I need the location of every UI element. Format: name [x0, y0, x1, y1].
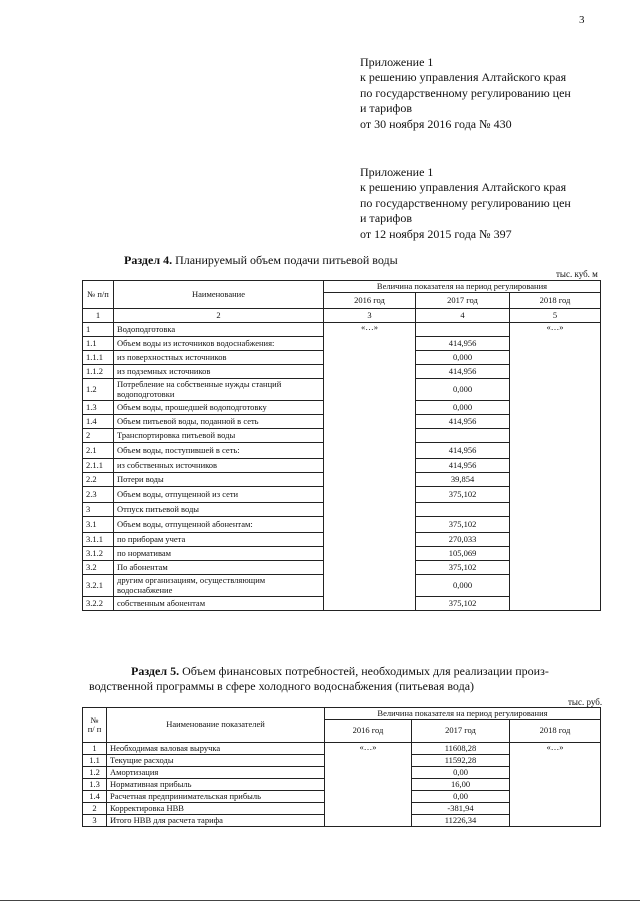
- row-number: 3.2.2: [83, 597, 114, 611]
- value-2018: «…»: [510, 743, 601, 827]
- row-name: Расчетная предпринимательская прибыль: [107, 791, 325, 803]
- row-number: 1.1.2: [83, 365, 114, 379]
- value-2017: 375,102: [416, 561, 510, 575]
- value-2017: 11226,34: [412, 815, 510, 827]
- row-name: Нормативная прибыль: [107, 779, 325, 791]
- appendix-line: Приложение 1: [360, 55, 434, 69]
- header-name: Наименование: [114, 281, 324, 309]
- row-name: из поверхностных источников: [114, 351, 324, 365]
- row-number: 1.1: [83, 337, 114, 351]
- colnum-4: 4: [416, 309, 510, 323]
- value-2017: 0,000: [416, 575, 510, 597]
- row-number: 1.2: [83, 767, 107, 779]
- section5-title-text-1: Объем финансовых потребностей, необходимых для реализации произ-: [179, 664, 549, 678]
- value-2017: 11608,28: [412, 743, 510, 755]
- row-number: 1: [83, 323, 114, 337]
- value-2017: [416, 429, 510, 443]
- row-number: 1.1: [83, 755, 107, 767]
- row-name: Объем воды, отпущенной абонентам:: [114, 517, 324, 533]
- value-2017: 16,00: [412, 779, 510, 791]
- value-2017: [416, 503, 510, 517]
- s5-header-num: № п/ п: [83, 708, 107, 743]
- value-2017: 0,000: [416, 351, 510, 365]
- row-number: 1: [83, 743, 107, 755]
- section5-title-bold: Раздел 5.: [131, 664, 180, 678]
- row-number: 1.2: [83, 379, 114, 401]
- appendix-line: к решению управления Алтайского края: [360, 70, 567, 85]
- section4-table: [82, 280, 601, 611]
- row-name: из собственных источников: [114, 459, 324, 473]
- row-name: из подземных источников: [114, 365, 324, 379]
- row-number: 2.1: [83, 443, 114, 459]
- section5-units: тыс. руб.: [568, 697, 603, 707]
- appendix-line: и тарифов: [360, 211, 413, 226]
- appendix-line: от 12 ноября 2015 года № 397: [360, 226, 512, 241]
- page-number: 3: [579, 14, 585, 26]
- row-name: другим организациям, осуществляющим водоснабжение: [114, 575, 324, 597]
- value-2017: 414,956: [416, 337, 510, 351]
- header-2018: 2018 год: [510, 293, 601, 309]
- row-number: 3.1: [83, 517, 114, 533]
- row-name: Транспортировка питьевой воды: [114, 429, 324, 443]
- row-name: Объем воды, прошедшей водоподготовку: [114, 401, 324, 415]
- value-2017: -381,94: [412, 803, 510, 815]
- row-number: 1.1.1: [83, 351, 114, 365]
- header-period: Величина показателя на период регулирования: [324, 281, 601, 293]
- row-name: Объем питьевой воды, поданной в сеть: [114, 415, 324, 429]
- row-name: Потери воды: [114, 473, 324, 487]
- value-2016: «…»: [325, 743, 412, 827]
- appendix-line: к решению управления Алтайского края: [360, 180, 567, 195]
- row-number: 1.4: [83, 415, 114, 429]
- colnum-1: 1: [83, 309, 114, 323]
- row-name: По абонентам: [114, 561, 324, 575]
- row-name: Потребление на собственные нужды станций водоподготовки: [114, 379, 324, 401]
- value-2017: 375,102: [416, 517, 510, 533]
- row-name: по нормативам: [114, 547, 324, 561]
- value-2017: 105,069: [416, 547, 510, 561]
- value-2017: 270,033: [416, 533, 510, 547]
- appendix-line: по государственному регулированию цен: [360, 85, 571, 100]
- row-name: Текущие расходы: [107, 755, 325, 767]
- value-2016: «…»: [324, 323, 416, 611]
- row-number: 3.2: [83, 561, 114, 575]
- value-2017: 0,00: [412, 791, 510, 803]
- row-name: Объем воды, поступившей в сеть:: [114, 443, 324, 459]
- value-2017: 414,956: [416, 415, 510, 429]
- row-name: по приборам учета: [114, 533, 324, 547]
- s5-header-name: Наименование показателей: [107, 708, 325, 743]
- header-num: № п/п: [83, 281, 114, 309]
- value-2017: 414,956: [416, 443, 510, 459]
- value-2017: 375,102: [416, 597, 510, 611]
- value-2017: 414,956: [416, 459, 510, 473]
- value-2017: [416, 323, 510, 337]
- row-number: 1.3: [83, 779, 107, 791]
- row-name: Амортизация: [107, 767, 325, 779]
- row-name: Водоподготовка: [114, 323, 324, 337]
- value-2017: 11592,28: [412, 755, 510, 767]
- appendix-line: от 30 ноября 2016 года № 430: [360, 116, 512, 131]
- row-name: Объем воды из источников водоснабжения:: [114, 337, 324, 351]
- row-number: 3.1.2: [83, 547, 114, 561]
- row-name: Итого НВВ для расчета тарифа: [107, 815, 325, 827]
- appendix-block-1: [360, 55, 630, 132]
- appendix-line: по государственному регулированию цен: [360, 195, 571, 210]
- header-2017: 2017 год: [416, 293, 510, 309]
- appendix-line: и тарифов: [360, 101, 413, 116]
- section5-title: [89, 664, 609, 694]
- value-2018: «…»: [510, 323, 601, 611]
- section4-title-bold: Раздел 4.: [124, 253, 173, 267]
- colnum-2: 2: [114, 309, 324, 323]
- s5-header-2018: 2018 год: [510, 720, 601, 743]
- table-row: [83, 323, 601, 337]
- row-name: Отпуск питьевой воды: [114, 503, 324, 517]
- row-name: Объем воды, отпущенной из сети: [114, 487, 324, 503]
- value-2017: 0,000: [416, 401, 510, 415]
- row-number: 3.1.1: [83, 533, 114, 547]
- row-number: 2.1.1: [83, 459, 114, 473]
- value-2017: 0,000: [416, 379, 510, 401]
- row-number: 2: [83, 429, 114, 443]
- row-number: 2.2: [83, 473, 114, 487]
- row-number: 1.4: [83, 791, 107, 803]
- row-number: 2: [83, 803, 107, 815]
- s5-header-2016: 2016 год: [325, 720, 412, 743]
- section4-title: [124, 253, 398, 268]
- row-number: 3.2.1: [83, 575, 114, 597]
- value-2017: 414,956: [416, 365, 510, 379]
- section4-units: тыс. куб. м: [556, 269, 598, 279]
- s5-header-period: Величина показателя на период регулирования: [325, 708, 601, 720]
- value-2017: 39,854: [416, 473, 510, 487]
- colnum-5: 5: [510, 309, 601, 323]
- value-2017: 375,102: [416, 487, 510, 503]
- row-name: Необходимая валовая выручка: [107, 743, 325, 755]
- s5-header-2017: 2017 год: [412, 720, 510, 743]
- row-number: 3: [83, 815, 107, 827]
- row-name: Корректировка НВВ: [107, 803, 325, 815]
- appendix-block-2: [360, 165, 630, 242]
- colnum-3: 3: [324, 309, 416, 323]
- appendix-line: Приложение 1: [360, 165, 434, 179]
- row-number: 3: [83, 503, 114, 517]
- row-number: 1.3: [83, 401, 114, 415]
- section4-title-text: Планируемый объем подачи питьевой воды: [172, 253, 398, 267]
- row-number: 2.3: [83, 487, 114, 503]
- header-2016: 2016 год: [324, 293, 416, 309]
- page-bottom-line: [0, 900, 640, 901]
- section5-title-text-2: водственной программы в сфере холодного водоснабжения (питьевая вода): [89, 679, 475, 693]
- row-name: собственным абонентам: [114, 597, 324, 611]
- section5-table: [82, 707, 601, 827]
- table-row: [83, 743, 601, 755]
- value-2017: 0,00: [412, 767, 510, 779]
